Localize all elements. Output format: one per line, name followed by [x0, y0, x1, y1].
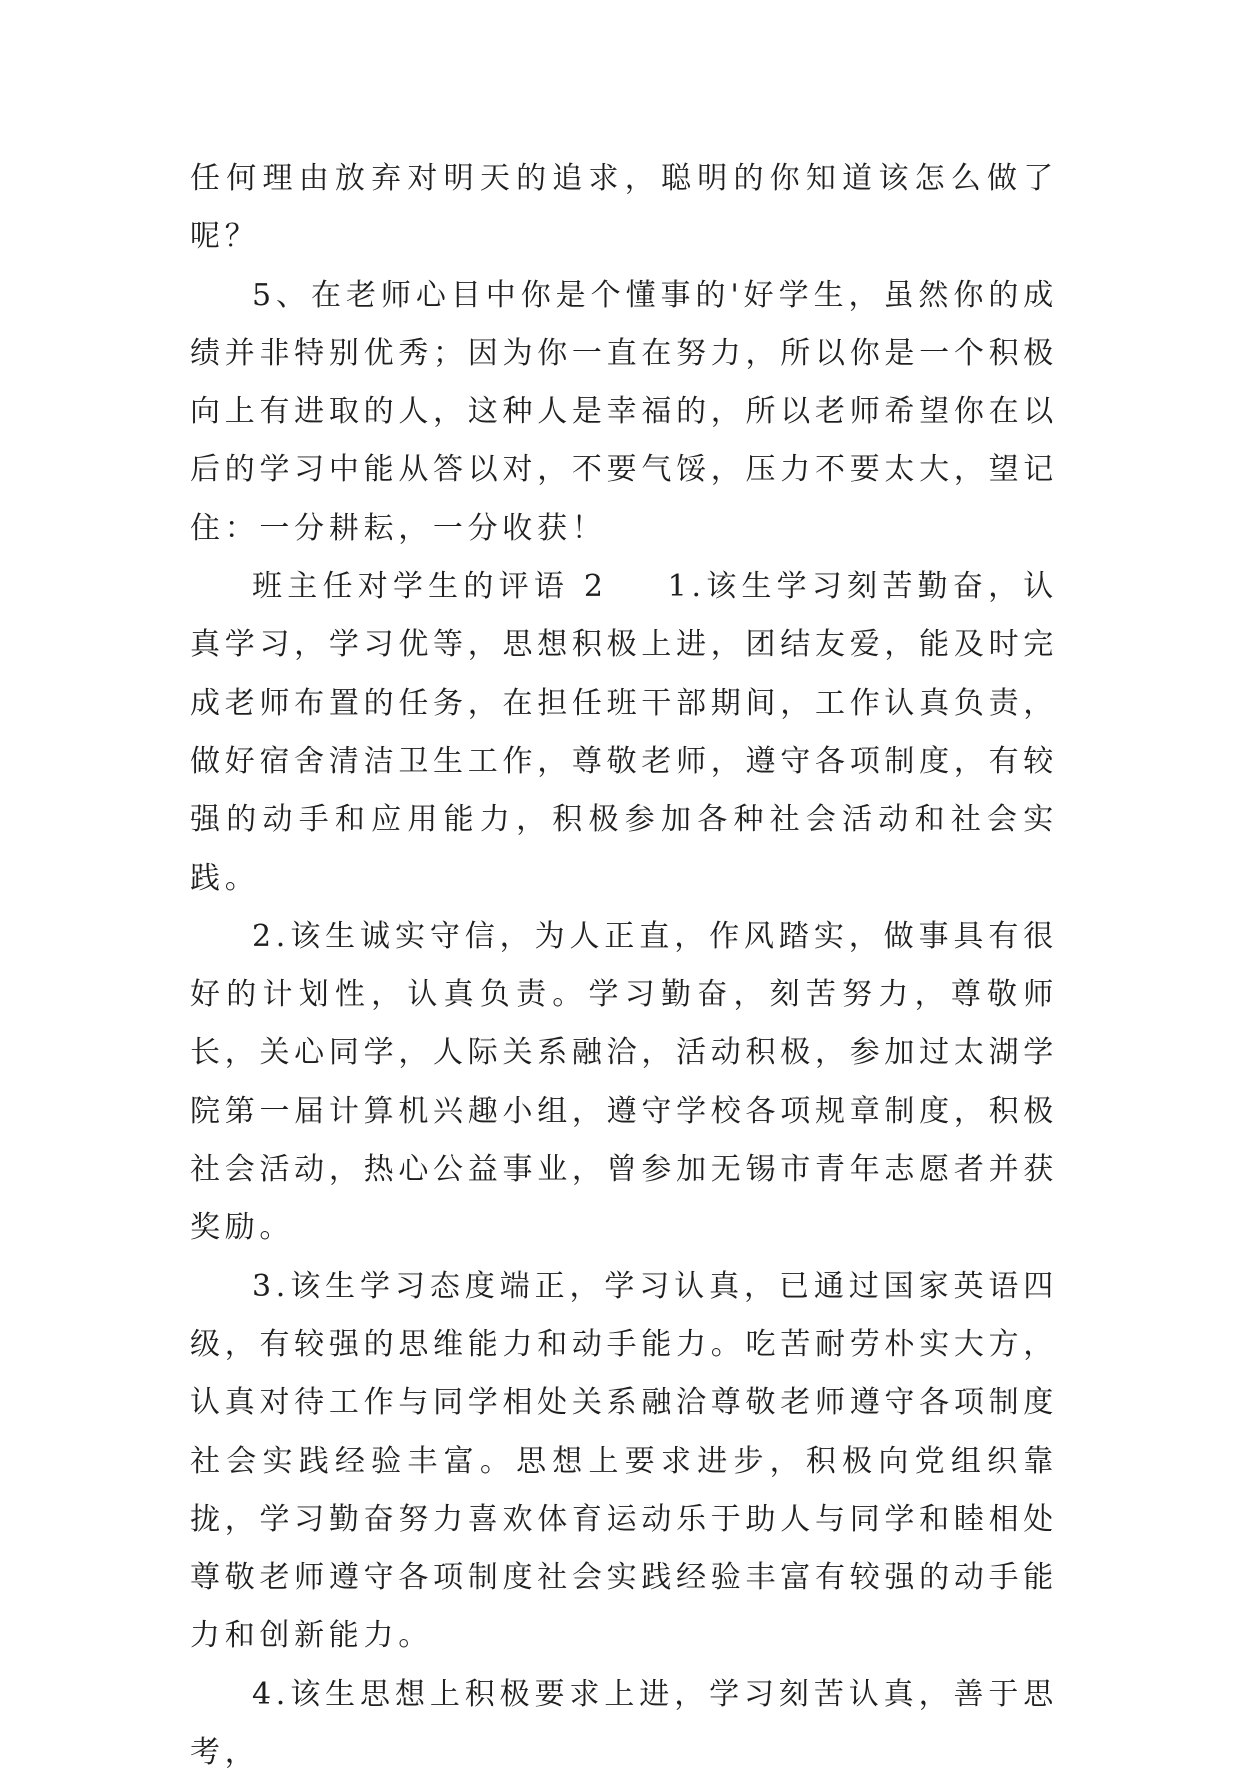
- section-heading: 班主任对学生的评语 2: [252, 569, 608, 605]
- paragraph-1: 任何理由放弃对明天的追求，聪明的你知道该怎么做了呢？: [190, 161, 1058, 255]
- document-page: [190, 150, 1058, 1782]
- paragraph-4: 2.该生诚实守信，为人正直，作风踏实，做事具有很好的计划性，认真负责。学习勤奋，刻苦努力，尊敬师长，关心同学，人际关系融洽，活动积极，参加过太湖学院第一届计算机兴趣小组，遵守学校各项规章制度，积极社会活动，热心公益事业，曾参加无锡市青年志愿者并获奖励。: [190, 918, 1058, 1246]
- paragraph-3-body: 1.该生学习刻苦勤奋，认真学习，学习优等，思想积极上进，团结友爱，能及时完成老师布置的任务，在担任班干部期间，工作认真负责，做好宿舍清洁卫生工作，尊敬老师，遵守各项制度，有较强的动手和应用能力，积极参加各种社会活动和社会实践。: [190, 569, 1058, 896]
- paragraph-3: [190, 558, 1058, 908]
- paragraph-5: 3.该生学习态度端正，学习认真，已通过国家英语四级，有较强的思维能力和动手能力。吃苦耐劳朴实大方，认真对待工作与同学相处关系融洽尊敬老师遵守各项制度社会实践经验丰富。思想上要求进步，积极向党组织靠拢，学习勤奋努力喜欢体育运动乐于助人与同学和睦相处尊敬老师遵守各项制度社会实践经验丰富有较强的动手能力和创新能力。: [190, 1268, 1058, 1654]
- paragraph-6: 4.该生思想上积极要求上进，学习刻苦认真，善于思考，: [190, 1676, 1058, 1771]
- paragraph-2: 5、在老师心目中你是个懂事的'好学生，虽然你的成绩并非特别优秀；因为你一直在努力，所以你是一个积极向上有进取的人，这种人是幸福的，所以老师希望你在以后的学习中能从答以对，不要气馁，压力不要太大，望记住：一分耕耘，一分收获！: [190, 277, 1058, 546]
